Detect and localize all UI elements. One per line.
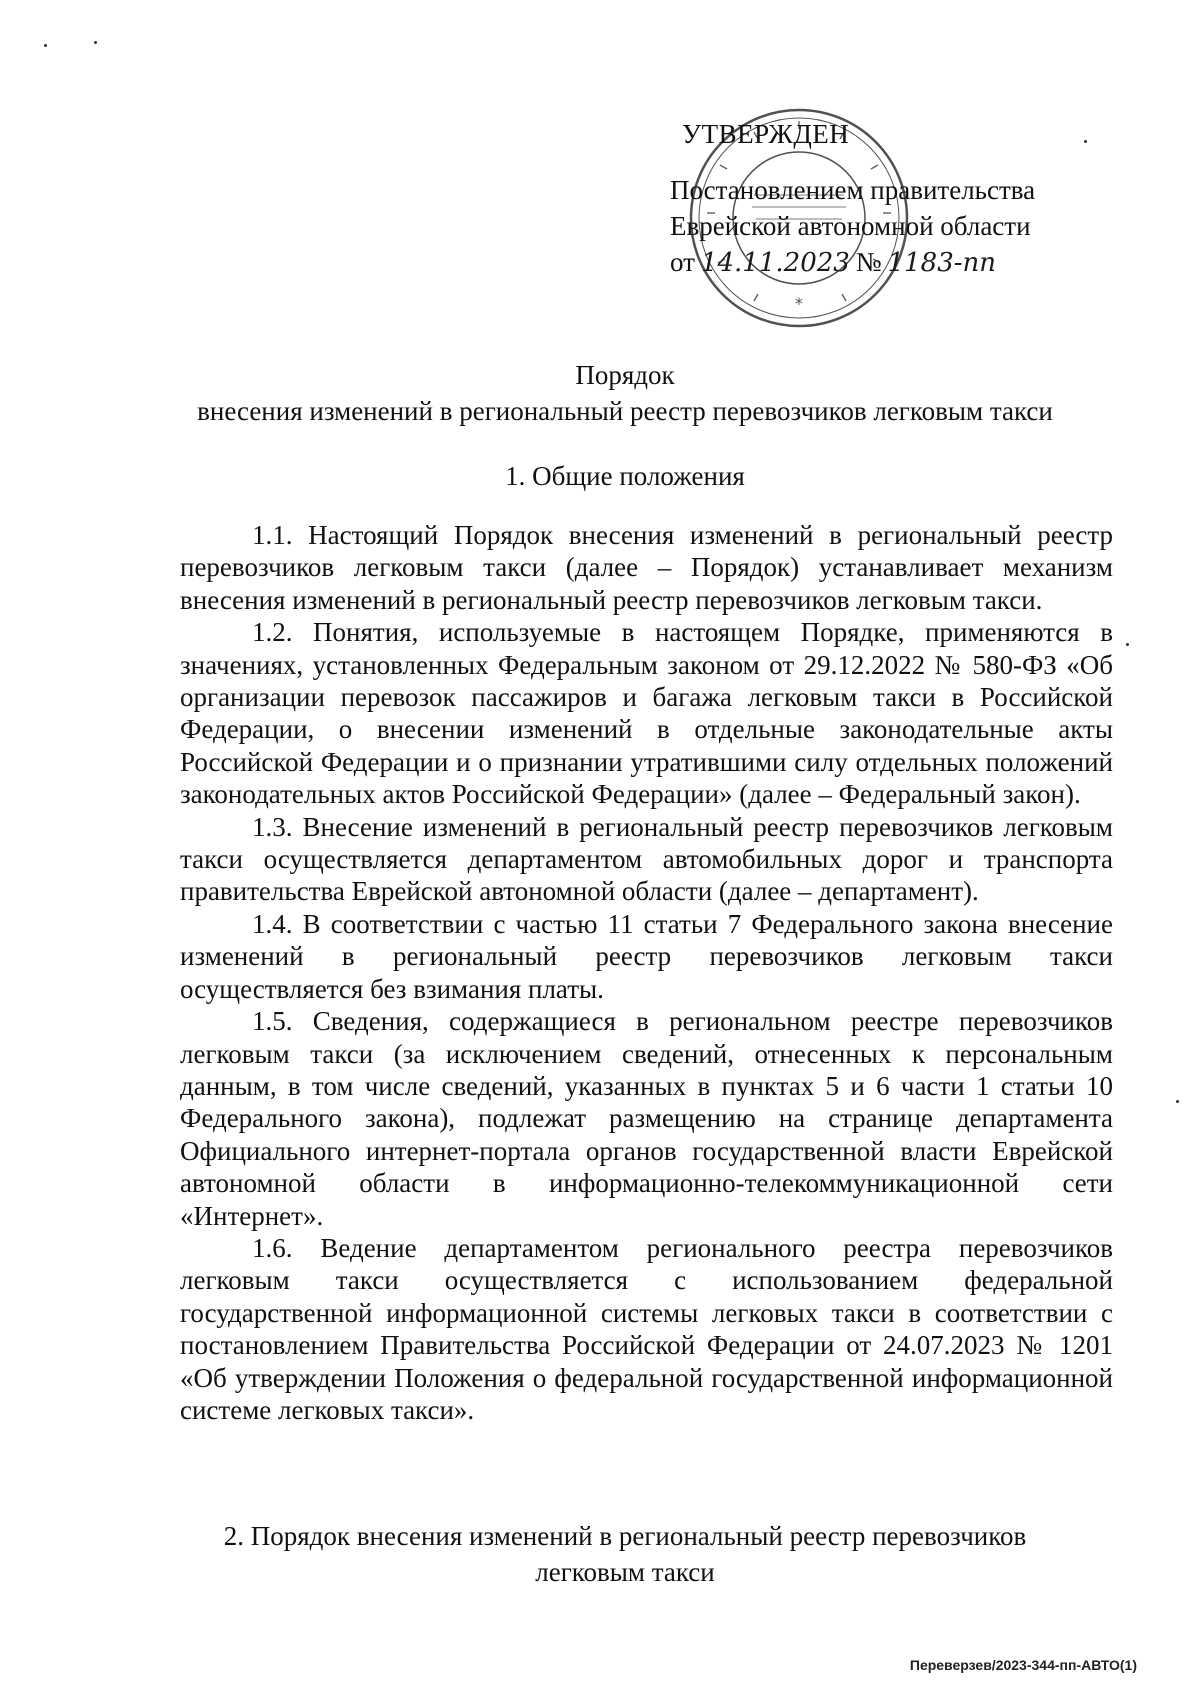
paragraph-1-4: 1.4. В соответствии с частью 11 статьи 7 Федерального закона внесение изменений в региональный реестр перевозчиков легковым такси осуществляется без взимания платы. bbox=[180, 908, 1113, 1004]
svg-text:*: * bbox=[795, 294, 803, 313]
scan-speck bbox=[94, 41, 97, 44]
date-prefix: от bbox=[670, 247, 695, 277]
document-body bbox=[180, 519, 1113, 1426]
scan-speck bbox=[1126, 643, 1129, 646]
section-1-heading: 1. Общие положения bbox=[505, 461, 745, 491]
paragraph-1-3: 1.3. Внесение изменений в региональный реестр перевозчиков легковым такси осуществляется департаментом автомобильных дорог и транспорта правительства Еврейской автономной области (далее – департамент). bbox=[180, 811, 1113, 907]
approval-resolution-line: Постановлением правительства bbox=[670, 175, 1036, 205]
paragraph-1-2: 1.2. Понятия, используемые в настоящем Порядке, применяются в значениях, установленных Федеральным законом от 29.12.2022 № 580-ФЗ «Об организации перевозок пассажиров и багажа легковым такси в Российской Федерации, о внесении изменений в отдельные законодательные акты Российской Федерации и о признании утратившими силу отдельных положений законодательных актов Российской Федерации» (далее – Федеральный закон). bbox=[180, 617, 1113, 810]
section-2-heading-line-2: легковым такси bbox=[535, 1557, 715, 1587]
scan-speck bbox=[1176, 1100, 1179, 1103]
title-line-2: внесения изменений в региональный реестр перевозчиков легковым такси bbox=[197, 396, 1053, 426]
document-footer-code: Переверзев/2023-344-пп-АВТО(1) bbox=[909, 1657, 1137, 1673]
paragraph-1-1: 1.1. Настоящий Порядок внесения изменений в региональный реестр перевозчиков легковым такси (далее – Порядок) устанавливает механизм внесения изменений в региональный реестр перевозчиков легковым такси. bbox=[180, 520, 1113, 615]
section-2-heading-line-1: 2. Порядок внесения изменений в региональный реестр перевозчиков bbox=[223, 1521, 1027, 1551]
paragraph-1-5: 1.5. Сведения, содержащиеся в региональном реестре перевозчиков легковым такси (за исключением сведений, отнесенных к персональным данным, в том числе сведений, указанных в пунктах 5 и 6 части 1 статьи 10 Федерального закона), подлежат размещению на странице департамента Официального интернет-портала органов государственной власти Еврейской автономной области в информационно-телекоммуникационной сети «Интернет». bbox=[180, 1006, 1113, 1231]
scan-speck bbox=[44, 44, 47, 47]
title-line-1: Порядок bbox=[575, 360, 675, 390]
approval-region-line: Еврейской автономной области bbox=[670, 211, 1031, 241]
document-title bbox=[130, 357, 1120, 429]
number-prefix: № bbox=[855, 247, 882, 277]
approval-heading: УТВЕРЖДЕН bbox=[682, 119, 850, 149]
handwritten-number: 1183-пп bbox=[887, 248, 997, 278]
approval-block bbox=[670, 116, 1090, 281]
handwritten-date: 14.11.2023 bbox=[700, 248, 850, 278]
approval-date-line bbox=[670, 244, 1090, 281]
paragraph-1-6: 1.6. Ведение департаментом регионального реестра перевозчиков легковым такси осуществляется с использованием федеральной государственной информационной системы легковых такси в соответствии с постановлением Правительства Российской Федерации от 24.07.2023 № 1201 «Об утверждении Положения о федеральной государственной информационной системе легковых такси». bbox=[180, 1232, 1113, 1425]
section-2-heading bbox=[130, 1518, 1120, 1590]
